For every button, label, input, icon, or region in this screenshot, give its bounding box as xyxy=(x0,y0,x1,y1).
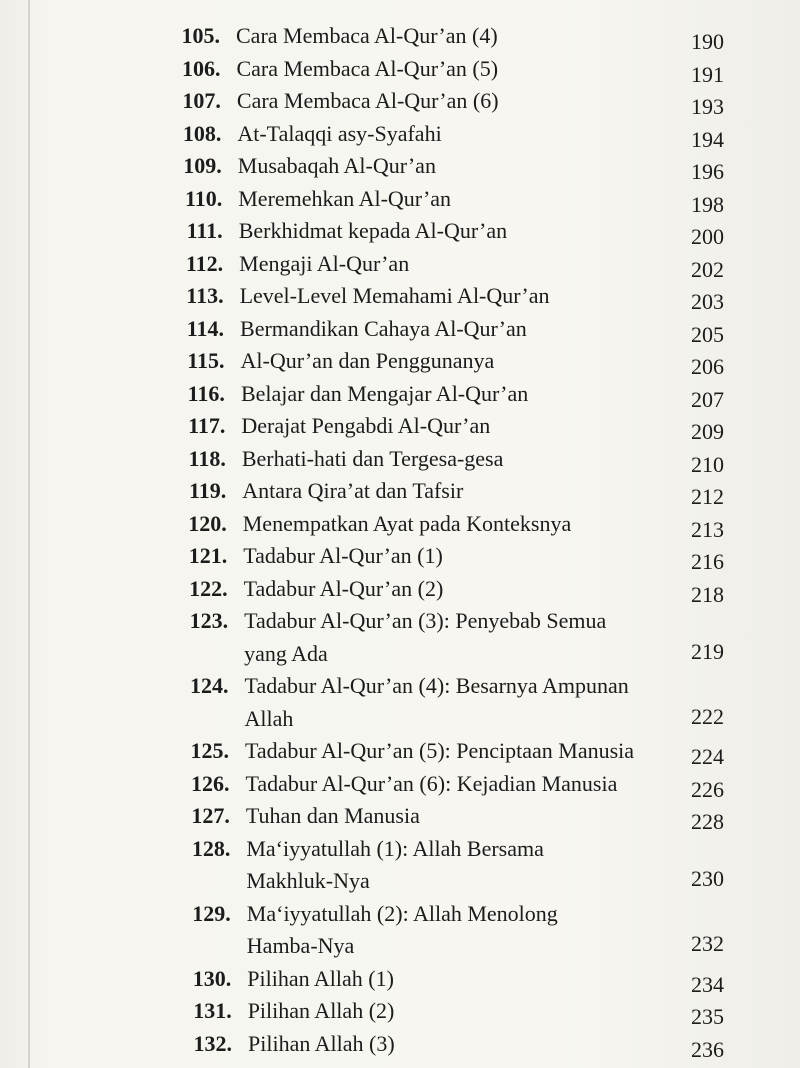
entry-page-number: 202 xyxy=(691,256,724,282)
entry-title: Belajar dan Mengajar Al-Qur’an xyxy=(240,380,529,406)
entry-page-number: 216 xyxy=(691,549,724,574)
entry-page-number: 222 xyxy=(691,703,724,729)
entry-page-number: 236 xyxy=(691,1036,724,1062)
entry-number: 111. xyxy=(186,218,223,243)
entry-number: 123. xyxy=(189,608,229,633)
entry-number: 110. xyxy=(184,185,223,211)
entry-title: Tadabur Al-Qur’an (4): Besarnya Ampunan xyxy=(244,673,629,698)
entry-page-number: 224 xyxy=(691,744,724,769)
entry-number: 106. xyxy=(181,55,221,81)
entry-title: Tuhan dan Manusia xyxy=(245,803,420,828)
entry-page-number: 209 xyxy=(691,419,724,444)
entry-page-number: 193 xyxy=(691,94,724,119)
entry-title: Derajat Pengabdi Al-Qur’an xyxy=(241,413,491,438)
entry-number: 122. xyxy=(189,575,228,601)
entry-title: Level-Level Memahami Al-Qur’an xyxy=(239,283,550,308)
entry-title: Meremehkan Al-Qur’an xyxy=(238,185,452,211)
entry-page-number: 203 xyxy=(691,289,724,314)
entry-title: Tadabur Al-Qur’an (6): Kejadian Manusia xyxy=(245,770,618,796)
entry-page-number: 230 xyxy=(691,866,724,892)
entry-number: 107. xyxy=(182,88,221,113)
entry-title: Tadabur Al-Qur’an (3): Penyebab Semua xyxy=(244,608,607,633)
entry-page-number: 219 xyxy=(691,638,724,664)
entry-page-number: 226 xyxy=(691,776,724,802)
entry-number: 128. xyxy=(191,835,231,861)
entry-page-number: 191 xyxy=(691,61,724,87)
table-of-contents xyxy=(0,12,800,1062)
entry-page-number: 205 xyxy=(691,321,724,347)
entry-title: Pilihan Allah (1) xyxy=(247,965,394,991)
entry-number: 118. xyxy=(188,445,226,471)
entry-page-number: 213 xyxy=(691,516,724,542)
entry-title: Bermandikan Cahaya Al-Qur’an xyxy=(240,315,527,341)
entry-page-number: 235 xyxy=(691,1004,724,1029)
entry-number: 126. xyxy=(190,770,230,796)
entry-number: 112. xyxy=(185,250,224,276)
entry-title: Cara Membaca Al-Qur’an (4) xyxy=(236,23,498,48)
entry-number: 127. xyxy=(191,803,230,828)
entry-number: 115. xyxy=(187,348,225,373)
entry-number: 119. xyxy=(189,478,227,503)
entry-title: Menempatkan Ayat pada Konteksnya xyxy=(242,510,572,536)
entry-title: Berhati-hati dan Tergesa-gesa xyxy=(241,445,504,471)
entry-number: 124. xyxy=(190,673,229,698)
entry-page-number: 232 xyxy=(691,931,724,957)
entry-page-number: 198 xyxy=(691,191,724,217)
entry-title: Ma‘iyyatullah (1): Allah Bersama xyxy=(246,835,544,861)
entry-number: 132. xyxy=(193,1030,232,1056)
entry-title: Ma‘iyyatullah (2): Allah Menolong xyxy=(246,900,558,926)
entry-page-number: 200 xyxy=(691,224,724,249)
entry-page-number: 212 xyxy=(691,484,724,509)
entry-number: 108. xyxy=(182,120,222,146)
entry-title: Pilihan Allah (2) xyxy=(247,998,395,1023)
entry-title: Pilihan Allah (3) xyxy=(248,1030,395,1056)
entry-title: yang Ada xyxy=(244,640,328,666)
entry-page-number: 218 xyxy=(691,581,724,607)
entry-number: 121. xyxy=(188,543,228,568)
entry-page-number: 190 xyxy=(691,29,724,54)
entry-number: 105. xyxy=(181,23,220,48)
entry-number: 125. xyxy=(190,738,229,763)
entry-number: 109. xyxy=(183,153,222,178)
entry-title: Musabaqah Al-Qur’an xyxy=(237,153,436,178)
entry-title: Berkhidmat kepada Al-Qur’an xyxy=(238,218,508,243)
entry-title: Hamba-Nya xyxy=(246,933,355,958)
entry-title: Mengaji Al-Qur’an xyxy=(239,250,410,276)
entry-number: 131. xyxy=(193,998,232,1023)
entry-page-number: 194 xyxy=(691,126,724,152)
entry-title: Al-Qur’an dan Penggunanya xyxy=(240,348,495,373)
entry-title: Tadabur Al-Qur’an (5): Penciptaan Manusia xyxy=(245,738,635,763)
entry-page-number: 234 xyxy=(691,971,724,997)
entry-title: Allah xyxy=(244,705,294,731)
entry-page-number: 206 xyxy=(691,354,724,379)
entry-title: Cara Membaca Al-Qur’an (5) xyxy=(236,55,499,81)
entry-title: Antara Qira’at dan Tafsir xyxy=(242,478,464,503)
entry-title: Cara Membaca Al-Qur’an (6) xyxy=(236,88,499,113)
entry-page-number: 228 xyxy=(691,809,724,834)
entry-page-number: 210 xyxy=(691,451,724,477)
entry-title: Makhluk-Nya xyxy=(246,868,370,893)
entry-page-number: 196 xyxy=(691,159,724,184)
entry-title: At-Talaqqi asy-Syafahi xyxy=(237,120,442,146)
entry-number: 116. xyxy=(187,380,225,406)
entry-number: 120. xyxy=(188,510,227,536)
entry-title: Tadabur Al-Qur’an (2) xyxy=(243,575,444,601)
entry-number: 117. xyxy=(188,413,226,438)
entry-page-number: 207 xyxy=(691,386,724,412)
entry-number: 113. xyxy=(186,283,224,308)
entry-number: 130. xyxy=(192,965,232,991)
entry-number: 114. xyxy=(186,315,225,341)
entry-title: Tadabur Al-Qur’an (1) xyxy=(243,543,443,568)
entry-number: 129. xyxy=(192,900,231,926)
